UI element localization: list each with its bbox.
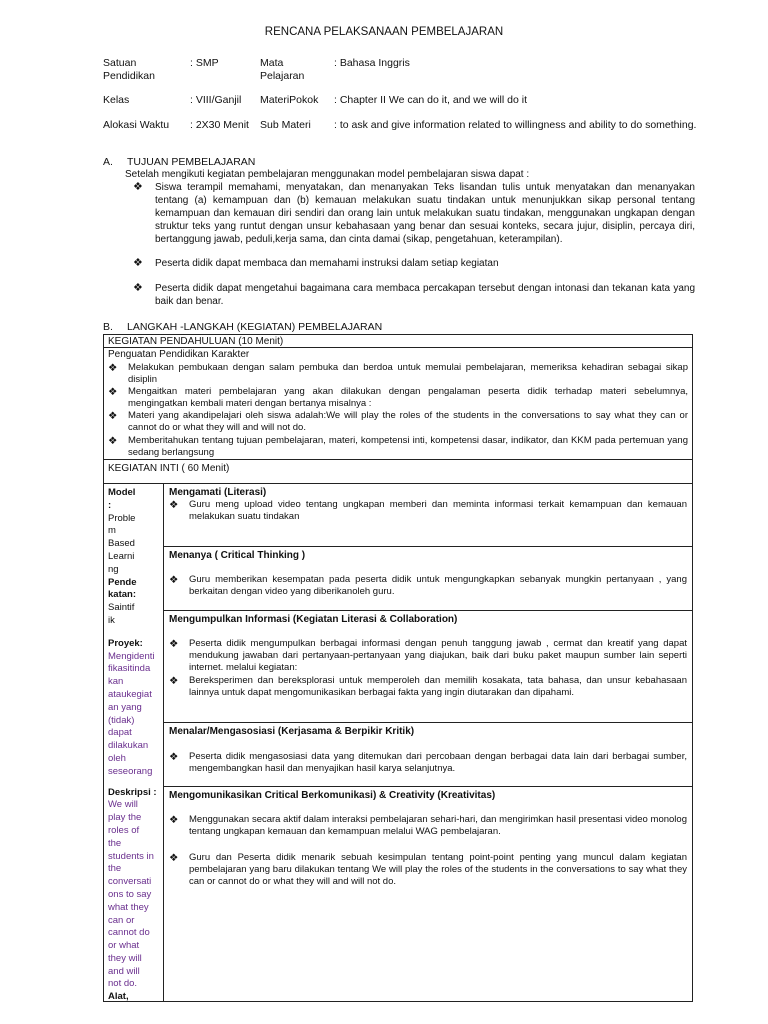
step-item: ❖ Guru dan Peserta didik menarik sebuah kesimpulan tentang point-point penting yang muncul dalam kegiatan pembelajaran yang baru dilakukan tentang We will play the roles of the students in the conversations to say what they can or cannot do or what they will and will not do. — [169, 852, 687, 887]
step-title: Mengamati (Literasi) — [169, 487, 267, 498]
materi-label: MateriPokok — [260, 94, 319, 106]
step-title: Mengumpulkan Informasi (Kegiatan Literasi & Collaboration) — [169, 614, 458, 625]
divider — [103, 459, 693, 460]
diamond-bullet-icon: ❖ — [169, 814, 179, 826]
kelas-value: : VIII/Ganjil — [190, 94, 242, 106]
divider — [103, 483, 693, 484]
divider — [103, 347, 693, 348]
diamond-bullet-icon: ❖ — [169, 852, 179, 864]
deskripsi-label: Deskripsi : — [108, 786, 157, 798]
submateri-label: Sub Materi — [260, 119, 311, 131]
pendahuluan-item: ❖ Melakukan pembukaan dengan salam pembuka dan berdoa untuk memulai pembelajaran, memeriksa kehadiran sebagai sikap disiplin — [108, 362, 688, 385]
diamond-bullet-icon: ❖ — [133, 181, 143, 193]
satuan-value: : SMP — [190, 57, 219, 69]
alat-label: Alat, — [108, 991, 129, 1003]
diamond-bullet-icon: ❖ — [133, 282, 143, 294]
divider — [163, 546, 693, 547]
diamond-bullet-icon: ❖ — [169, 499, 179, 511]
step-item: ❖ Guru meng upload video tentang ungkapan memberi dan meminta informasi terkait kemampuan dan kemauan melakukan suatu tindakan — [169, 499, 687, 522]
diamond-bullet-icon: ❖ — [169, 751, 179, 763]
step-item: ❖ Bereksperimen dan bereksplorasi untuk memperoleh dan memilih kosakata, tata bahasa, dan unsur kebahasaan lainnya untuk dapat mengomunikasikan berbagai fakta yang ingin diutarakan dan dipahami. — [169, 675, 687, 698]
step-title: Mengomunikasikan Critical Berkomunikasi) & Creativity (Kreativitas) — [169, 790, 496, 801]
objective-item: ❖ Peserta didik dapat membaca dan memahami instruksi dalam setiap kegiatan — [133, 257, 499, 269]
divider — [163, 786, 693, 787]
divider — [163, 483, 164, 1002]
section-b-title: LANGKAH -LANGKAH (KEGIATAN) PEMBELAJARAN — [127, 321, 383, 333]
divider — [163, 722, 693, 723]
model-label: Model — [108, 487, 136, 498]
step-title: Menalar/Mengasosiasi (Kerjasama & Berpikir Kritik) — [169, 726, 415, 737]
diamond-bullet-icon: ❖ — [169, 638, 179, 650]
penguatan-title: Penguatan Pendidikan Karakter — [108, 349, 250, 360]
diamond-bullet-icon: ❖ — [169, 675, 179, 687]
diamond-bullet-icon: ❖ — [108, 435, 118, 447]
page-title: RENCANA PELAKSANAAN PEMBELAJARAN — [264, 26, 504, 38]
section-a-intro: Setelah mengikuti kegiatan pembelajaran menggunakan model pembelajaran siswa dapat : — [125, 169, 530, 180]
pendahuluan-item: ❖ Memberitahukan tentang tujuan pembelajaran, materi, kompetensi inti, kompetensi dasar, indikator, dan KKM pada pertemuan yang sedang berlangsung — [108, 435, 688, 458]
model-colon: : — [108, 499, 112, 511]
kelas-label: Kelas — [103, 94, 130, 106]
mapel-value: : Bahasa Inggris — [334, 57, 410, 69]
section-b-number: B. — [103, 321, 113, 333]
section-a-heading — [103, 156, 403, 170]
left-column-info: Model : Proble m Based Learni ng Pende katan: Saintif ik Proyek: Mengidenti fikasitinda kan ataukegiat an yang (tidak) dapat dilakukan oleh seseorang Deskripsi : We will play the roles of the students in the conversati ons to say what they can or cannot do or what they will and will not do. Alat, — [108, 487, 157, 1003]
pendekatan-label: Pende — [108, 576, 137, 588]
mapel-label: Mata Pelajaran — [260, 57, 305, 82]
satuan-label: Satuan Pendidikan — [103, 57, 155, 82]
diamond-bullet-icon: ❖ — [108, 386, 118, 398]
diamond-bullet-icon: ❖ — [108, 362, 118, 374]
alokasi-value: : 2X30 Menit — [190, 119, 249, 131]
submateri-value: : to ask and give information related to willingness and ability to do something. — [334, 119, 697, 131]
diamond-bullet-icon: ❖ — [169, 574, 179, 586]
inti-title: KEGIATAN INTI ( 60 Menit) — [108, 463, 230, 474]
objective-item: ❖ Peserta didik dapat mengetahui bagaimana cara membaca percakapan tersebut dengan intonasi dan tekanan kata yang baik dan benar. — [133, 282, 695, 307]
step-item: ❖ Guru memberikan kesempatan pada peserta didik untuk mengungkapkan sebanyak mungkin pertanyaan , yang berkaitan dengan video yang diberikanoleh guru. — [169, 574, 687, 597]
pendahuluan-title: KEGIATAN PENDAHULUAN (10 Menit) — [108, 336, 284, 347]
diamond-bullet-icon: ❖ — [133, 257, 143, 269]
divider — [163, 610, 693, 611]
section-a-title: TUJUAN PEMBELAJARAN — [127, 156, 256, 168]
pendahuluan-item: ❖ Materi yang akandipelajari oleh siswa adalah:We will play the roles of the students in the conversations to say what they can or cannot do or what they will and will not do. — [108, 410, 688, 433]
objective-item: ❖ Siswa terampil memahami, menyatakan, dan menanyakan Teks lisandan tulis untuk menyatakan dan menanyakan tentang (a) kemampuan dan (b) kemauan melakukan suatu tindakan untuk menunjukkan sikap personal tentang kemampuan dan kemauan diri sendiri dan orang lain untuk melakukan suatu tindakan, menggunakan ungkapan dengan struktur teks yang runtut dengan unsur kebahasaan yang benar dan sesuai konteks, secara jujur, disiplin, percaya diri, bertanggung jawab, peduli,kerja sama, dan cinta damai (sikap, pengetahuan, keterampilan). — [133, 181, 695, 245]
materi-value: : Chapter II We can do it, and we will do it — [334, 94, 527, 106]
section-a-number: A. — [103, 156, 113, 168]
step-title: Menanya ( Critical Thinking ) — [169, 550, 306, 561]
step-item: ❖ Peserta didik mengasosiasi data yang ditemukan dari percobaan dengan berbagai data lain dari berbagai sumber, mengembangkan hasil dan menyajikan hasil karya selanjutnya. — [169, 751, 687, 774]
diamond-bullet-icon: ❖ — [108, 410, 118, 422]
alokasi-label: Alokasi Waktu — [103, 119, 170, 131]
pendahuluan-item: ❖ Mengaitkan materi pembelajaran yang akan dilakukan dengan pengalaman peserta didik terhadap materi sebelumnya, mengingatkan kembali materi dengan bertanya misalnya : — [108, 386, 688, 409]
section-b-heading — [103, 321, 503, 335]
step-item: ❖ Menggunakan secara aktif dalam interaksi pembelajaran sehari-hari, dan mengirimkan hasil presentasi video monolog tentang ungkapan kemauan dan kemampuan melalui WAG pembelajaran. — [169, 814, 687, 837]
proyek-label: Proyek: — [108, 637, 143, 649]
step-item: ❖ Peserta didik mengumpulkan berbagai informasi dengan penuh tanggung jawab , cermat dan kreatif yang dapat mendukung jawaban dari pertanyaan-pertanyaan yang diajukan, baik dari buku paket maupun sumber lain seperti internet. melalui kegiatan: — [169, 638, 687, 673]
